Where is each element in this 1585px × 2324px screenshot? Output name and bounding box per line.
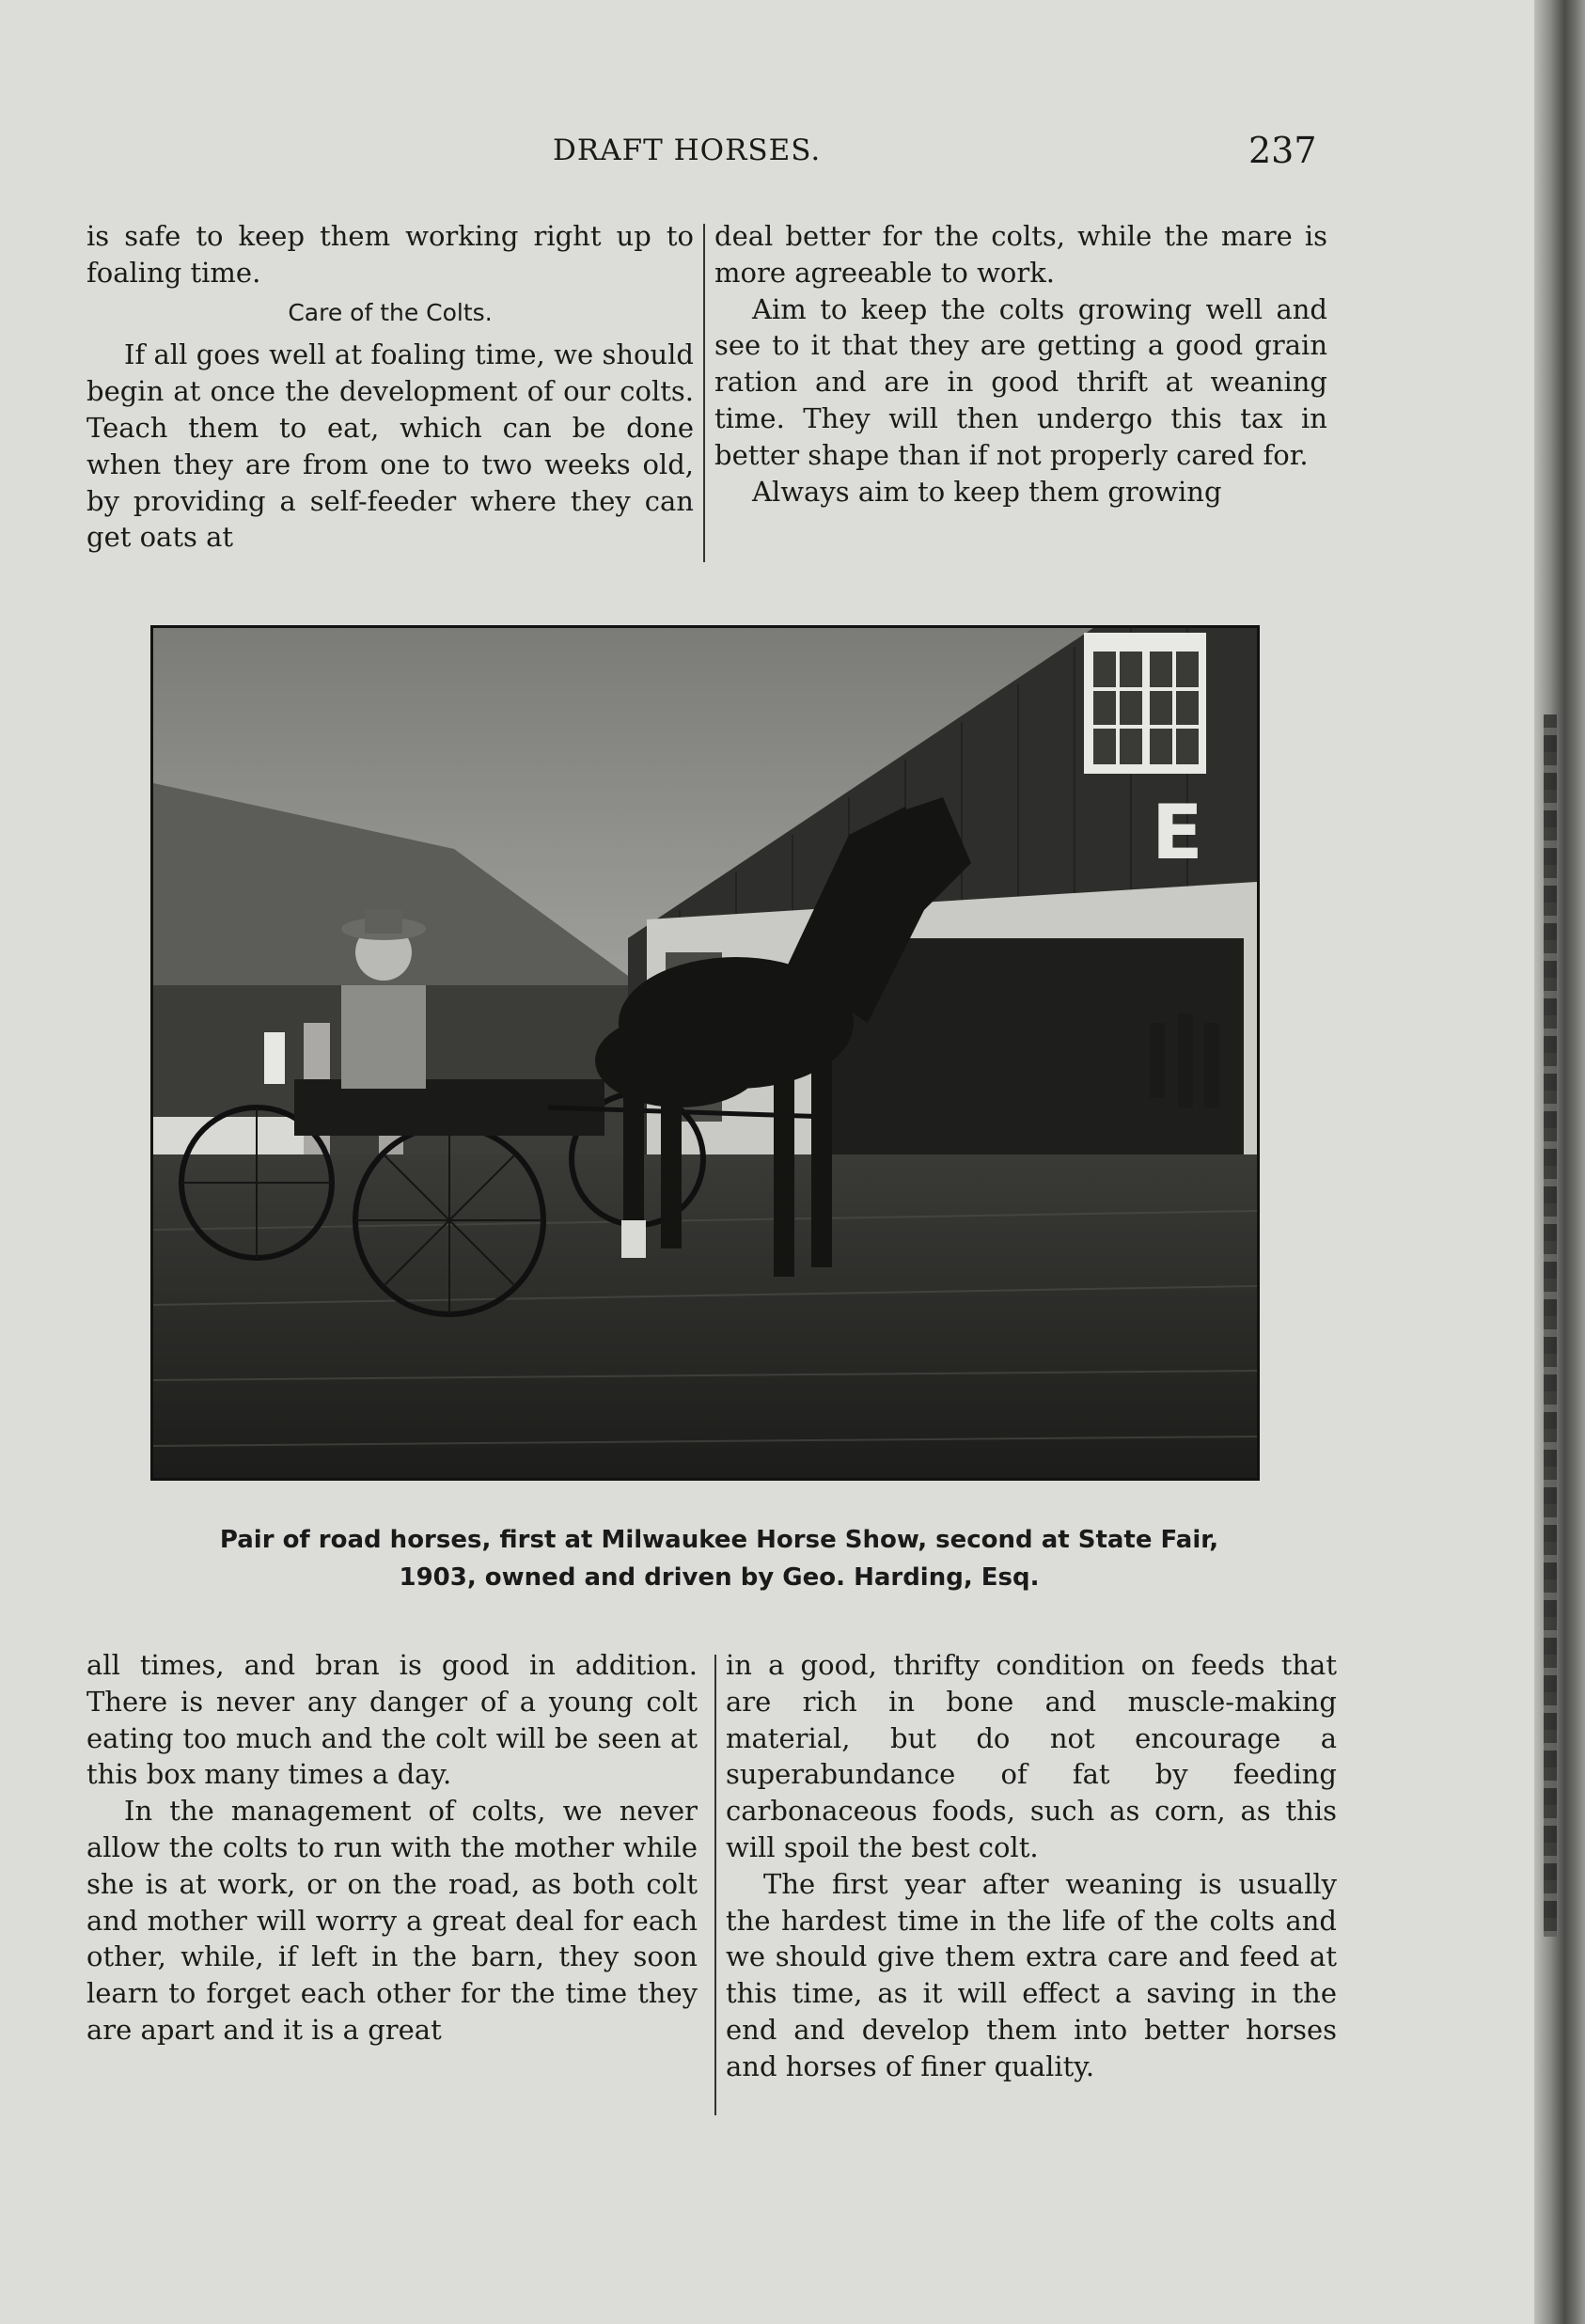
bottom-left-column bbox=[86, 1647, 698, 2049]
page-number: 237 bbox=[1248, 130, 1317, 171]
paragraph: Always aim to keep them growing bbox=[752, 475, 1222, 508]
bottom-right-column bbox=[726, 1647, 1337, 2085]
caption-line-2: 1903, owned and driven by Geo. Harding, Esq. bbox=[399, 1563, 1040, 1592]
binding-texture bbox=[1544, 714, 1557, 1937]
column-divider bbox=[714, 1655, 716, 2115]
paragraph: in a good, thrifty condition on feeds that are rich in bone and muscle-making material, but do not encourage a superabundance of fat by feeding carbonaceous foods, such as corn, as this will spoil the best colt. bbox=[726, 1649, 1337, 1863]
driver bbox=[341, 985, 426, 1089]
barn-letter: E bbox=[1152, 789, 1203, 876]
book-binding-edge bbox=[1534, 0, 1585, 2324]
photo-illustration bbox=[153, 628, 1257, 1478]
photograph-road-horses bbox=[150, 625, 1260, 1481]
running-title: DRAFT HORSES. bbox=[553, 133, 822, 167]
paragraph: Aim to keep the colts growing well and see to it that they are getting a good grain ration and are in good thrift at weaning time. They will then undergo this tax in better shape than if not properly cared for. bbox=[714, 292, 1327, 471]
paragraph: is safe to keep them working right up to foaling time. bbox=[86, 220, 694, 289]
paragraph: deal better for the colts, while the mare is more agreeable to work. bbox=[714, 220, 1327, 289]
paragraph: In the management of colts, we never allow the colts to run with the mother while she is at work, or on the road, as both colt and mother will worry a great deal for each other, while, if left in the barn, they soon learn to forget each other for the time they are apart and it is a great bbox=[86, 1795, 698, 2046]
column-divider bbox=[703, 224, 705, 562]
paragraph: If all goes well at foaling time, we should begin at once the development of our colts. Teach them to eat, which can be done when they are from one to two weeks old, by providing a self-feeder where they can get oats at bbox=[86, 338, 694, 554]
figure-caption bbox=[94, 1521, 1344, 1596]
top-right-column bbox=[714, 218, 1327, 510]
caption-line-1: Pair of road horses, first at Milwaukee Horse Show, second at State Fair, bbox=[219, 1526, 1219, 1554]
paragraph: The first year after weaning is usually the hardest time in the life of the colts and we should give them extra care and feed at this time, as it will effect a saving in the end and develop them into better horses and horses of finer quality. bbox=[726, 1867, 1337, 2082]
section-heading: Care of the Colts. bbox=[288, 298, 493, 326]
top-left-column bbox=[86, 218, 694, 556]
paragraph: all times, and bran is good in addition. There is never any danger of a young colt eating too much and the colt will be seen at this box many times a day. bbox=[86, 1649, 698, 1791]
running-head bbox=[0, 130, 1534, 175]
